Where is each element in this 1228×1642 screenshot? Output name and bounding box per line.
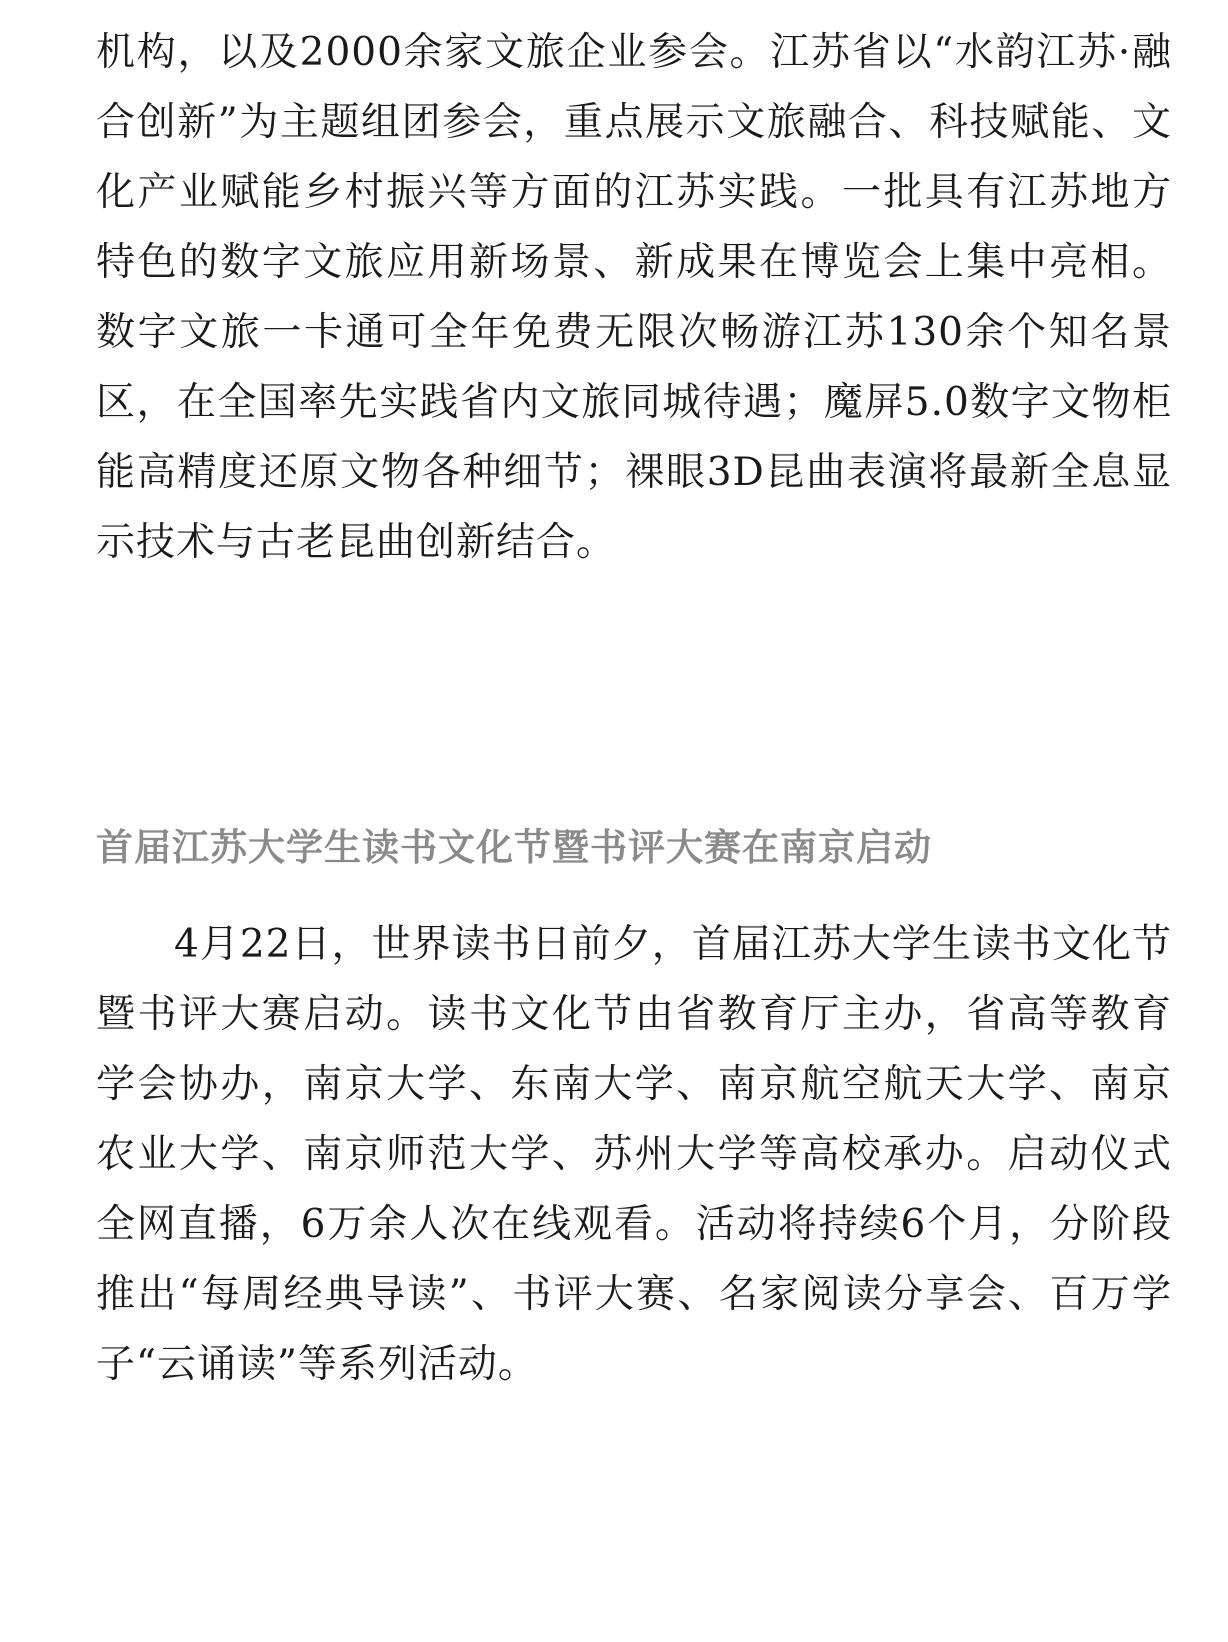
article-title: 首届江苏大学生读书文化节暨书评大赛在南京启动 — [96, 826, 932, 869]
article-paragraph-text: 4月22日，世界读书日前夕，首届江苏大学生读书文化节暨书评大赛启动。读书文化节由省教育厅主办，省高等教育学会协办，南京大学、东南大学、南京航空航天大学、南京农业大学、南京师范大学、苏州大学等高校承办。启动仪式全网直播，6万余人次在线观看。活动将持续6个月，分阶段推出“每周经典导读”、书评大赛、名家阅读分享会、百万学子“云诵读”等系列活动。 — [96, 922, 1172, 1387]
article-paragraph — [96, 910, 1172, 1400]
continued-paragraph — [96, 18, 1172, 578]
continued-paragraph-text: 机构，以及2000余家文旅企业参会。江苏省以“水韵江苏·融合创新”为主题组团参会，重点展示文旅融合、科技赋能、文化产业赋能乡村振兴等方面的江苏实践。一批具有江苏地方特色的数字文旅应用新场景、新成果在博览会上集中亮相。数字文旅一卡通可全年免费无限次畅游江苏130余个知名景区，在全国率先实践省内文旅同城待遇；魔屏5.0数字文物柜能高精度还原文物各种细节；裸眼3D昆曲表演将最新全息显示技术与古老昆曲创新结合。 — [96, 30, 1172, 565]
